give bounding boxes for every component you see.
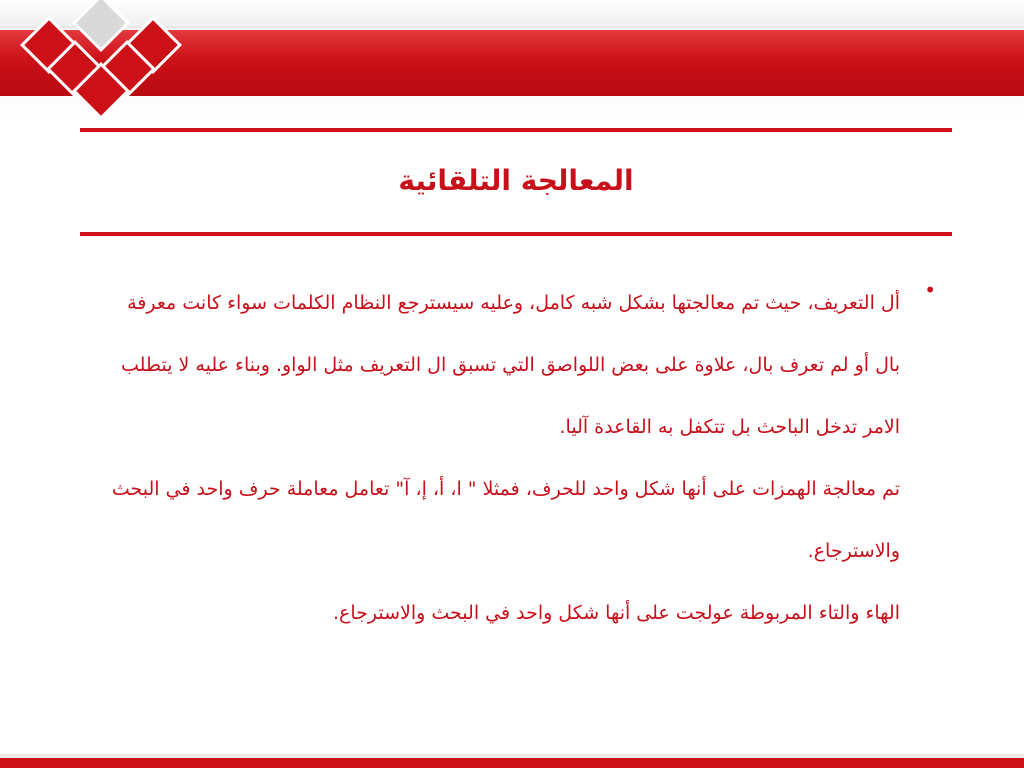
title-rule-top <box>80 128 952 132</box>
body-paragraph-2: تم معالجة الهمزات على أنها شكل واحد للحرف، فمثلا " ا، أ، إ، آ" تعامل معاملة حرف واحد في البحث والاسترجاع. <box>111 478 900 562</box>
diamond-logo-icon <box>0 0 200 120</box>
bullet-marker: • <box>924 278 936 302</box>
title-rule-bottom <box>80 232 952 236</box>
slide-title: المعالجة التلقائية <box>398 164 634 197</box>
footer-red-line <box>0 758 1024 768</box>
body-paragraph-1: أل التعريف، حيث تم معالجتها بشكل شبه كامل، وعليه سيسترجع النظام الكلمات سواء كانت معرفة بال أو لم تعرف بال، علاوة على بعض اللواصق التي تسبق ال التعريف مثل الواو. وبناء عليه لا يتطلب الامر تدخل الباحث بل تتكفل به القاعدة آليا. <box>120 292 900 438</box>
body-paragraph-3: الهاء والتاء المربوطة عولجت على أنها شكل واحد في البحث والاسترجاع. <box>333 602 900 624</box>
slide-body <box>100 272 900 644</box>
diamond-gray <box>74 0 128 50</box>
